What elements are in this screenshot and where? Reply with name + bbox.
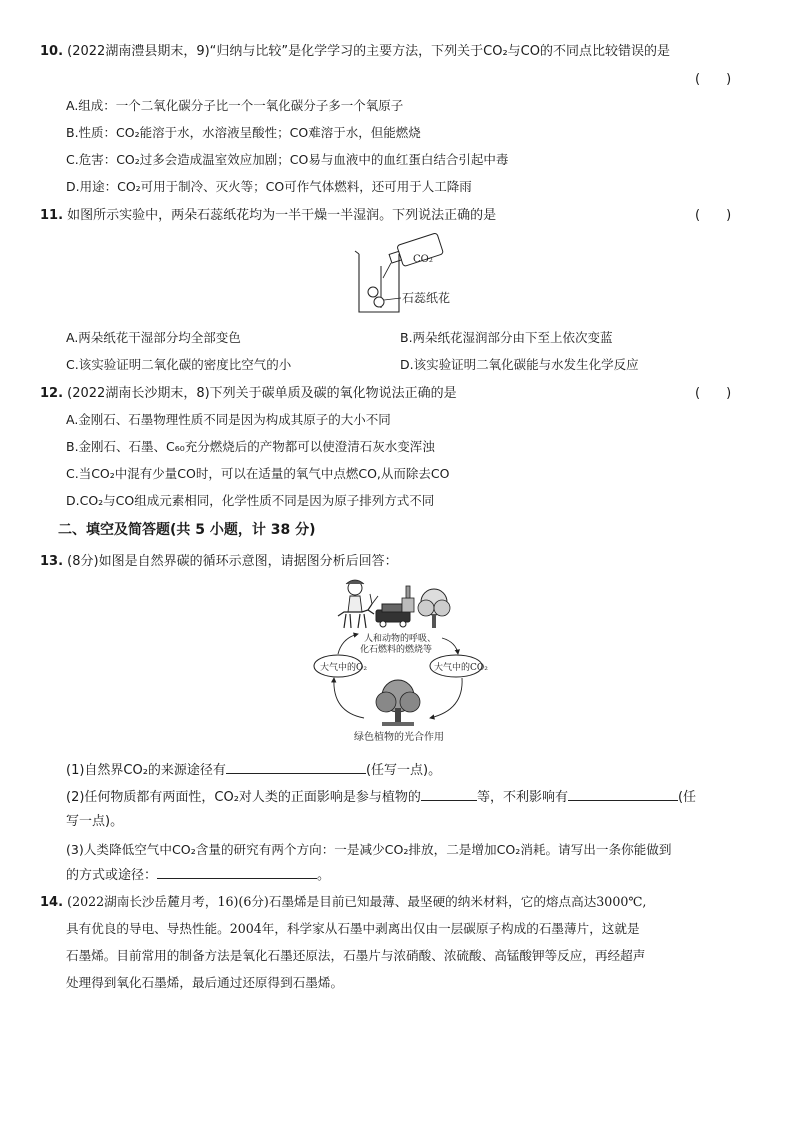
q13-part-2-blank-2[interactable] [568,788,678,801]
cycle-left-label: 大气中的O₂ [320,663,367,673]
q14-text-line-2: 具有优良的导电、导热性能。2004年，科学家从石墨中剥离出仅由一层碳原子构成的石墨薄片，这就是 [66,921,640,936]
q13-part-3-text-c: 。 [317,868,331,883]
q11-answer-paren: ( ) [695,208,732,223]
q11-stem: 如图所示实验中，两朵石蕊纸花均为一半干燥一半湿润。下列说法正确的是 [67,208,497,223]
green-plant-tree-icon [376,680,420,726]
q10-option-b: B.性质：CO₂能溶于水，水溶液呈酸性；CO难溶于水，但能燃烧 [66,125,421,140]
tree-icon [418,589,450,628]
q11-line [40,204,496,223]
q10-number: 10. [40,44,64,59]
q13-part-3-text-b: 的方式或途径： [66,868,158,883]
q13-part-2 [66,786,696,805]
cycle-top-label-2: 化石燃料的燃烧等 [360,645,433,655]
q12-option-a: A.金刚石、石墨物理性质不同是因为构成其原子的大小不同 [66,412,391,427]
q13-part-1-text-a: (1)自然界CO₂的来源途径有 [66,763,226,778]
q14-text-line-1: (2022湖南长沙岳麓月考，16)(6分)石墨烯是目前已知最薄、最坚硬的纳米材料，它的熔点高达3000℃, [67,894,647,909]
q12-option-d: D.CO₂与CO组成元素相同，化学性质不同是因为原子排列方式不同 [66,493,435,508]
cycle-arrow-upper-right [442,638,458,654]
q14-line-1 [40,891,646,910]
q11-option-b: B.两朵纸花湿润部分由下至上依次变蓝 [400,330,613,345]
q10-line [40,40,670,59]
q11-option-d: D.该实验证明二氧化碳能与水发生化学反应 [400,357,639,372]
person-icon [346,580,364,612]
q13-part-2-blank-1[interactable] [421,788,477,801]
cycle-right-label: 大气中的CO₂ [434,663,488,673]
q11-experiment-figure [355,236,465,318]
co2-bottle-label: CO₂ [413,254,433,265]
cycle-arrow-lower-left [334,678,364,718]
q12-option-c: C.当CO₂中混有少量CO时，可以在适量的氧气中点燃CO,从而除去CO [66,466,450,481]
q12-line [40,382,457,401]
q12-number: 12. [40,386,64,401]
q10-stem: (2022湖南澧县期末，9)“归纳与比较”是化学学习的主要方法，下列关于CO₂与CO的不同点比较错误的是 [67,44,670,59]
q13-stem: (8分)如图是自然界碳的循环示意图，请据图分析后回答： [67,554,398,569]
cycle-bottom-label: 绿色植物的光合作用 [354,732,444,743]
q13-part-1-blank[interactable] [226,761,366,774]
section-2-title: 二、填空及简答题(共 5 小题，计 38 分) [58,522,316,538]
factory-icon [402,586,414,612]
cycle-arrow-lower-right [430,678,462,718]
q10-option-d: D.用途：CO₂可用于制冷、灭火等；CO可作气体燃料，还可用于人工降雨 [66,179,472,194]
q13-part-3-cont [66,864,330,883]
q13-part-3-blank[interactable] [157,866,317,879]
q14-number: 14. [40,895,64,910]
paper-flower-label: 石蕊纸花 [402,291,451,305]
q13-part-2-text-a: (2)任何物质都有两面性，CO₂对人类的正面影响是参与植物的 [66,790,421,805]
cycle-top-label-1: 人和动物的呼吸、 [364,634,437,644]
q14-text-line-4: 处理得到氧化石墨烯，最后通过还原得到石墨烯。 [66,975,344,990]
q13-part-1 [66,759,441,778]
carbon-cycle-figure [312,578,488,744]
q12-answer-paren: ( ) [695,386,732,401]
q10-option-a: A.组成：一个二氧化碳分子比一个一氧化碳分子多一个氧原子 [66,98,404,113]
q13-number: 13. [40,554,64,569]
q14-text-line-3: 石墨烯。目前常用的制备方法是氧化石墨还原法，石墨片与浓硝酸、浓硫酸、高锰酸钾等反应，再经超声 [66,948,646,963]
q13-part-2-text-b: 等，不利影响有 [476,790,568,805]
q10-option-c: C.危害：CO₂过多会造成温室效应加剧；CO易与血液中的血红蛋白结合引起中毒 [66,152,509,167]
q11-option-c: C.该实验证明二氧化碳的密度比空气的小 [66,357,292,372]
cycle-arrow-upper-left [338,634,358,654]
q13-part-2-cont: 写一点)。 [66,814,124,829]
q10-answer-paren: ( ) [695,72,732,87]
paper-flower-upper-icon [368,287,378,297]
q13-part-2-text-c: (任 [677,790,697,805]
q11-option-a: A.两朵纸花干湿部分均全部变色 [66,330,241,345]
q13-part-3: (3)人类降低空气中CO₂含量的研究有两个方向：一是减少CO₂排放，二是增加CO₂消耗。请写出一条你能做到 [66,842,672,857]
q13-line [40,550,398,569]
paper-flower-lower-icon [374,297,384,307]
q12-option-b: B.金刚石、石墨、C₆₀充分燃烧后的产物都可以使澄清石灰水变浑浊 [66,439,435,454]
q12-stem: (2022湖南长沙期末，8)下列关于碳单质及碳的氧化物说法正确的是 [67,386,457,401]
q13-part-1-text-b: (任写一点)。 [365,763,442,778]
q11-number: 11. [40,208,64,223]
